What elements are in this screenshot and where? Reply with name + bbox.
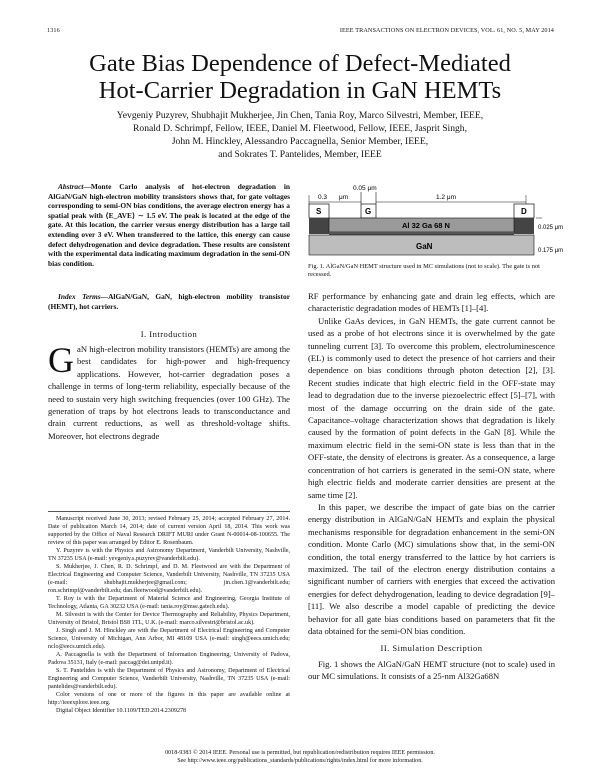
barrier-label: Al 32 Ga 68 N	[402, 221, 450, 230]
copyright-line-1: 0018-9383 © 2014 IEEE. Personal use is permitted, but republication/redistribution requires IEEE permission.	[165, 750, 435, 756]
gd-spacing-label: 1.2 μm	[436, 194, 457, 201]
author-line-2: Ronald D. Schrimpf, Fellow, IEEE, Daniel M. Fleetwood, Fellow, IEEE, Jasprit Singh,	[133, 123, 467, 134]
copyright-footer	[0, 749, 600, 765]
gan-thickness-label: 0.175 μm	[538, 248, 564, 254]
gan-label: GaN	[416, 242, 433, 251]
footnote-divider	[48, 511, 290, 512]
abstract-text: Monte Carlo analysis of hot-electron degradation in AlGaN/GaN high-electron mobility transistors shows that, for gate voltages corresponding to semi-ON bias conditions, the average electron energy has a spatial peak with ⟨E_AVE⟩ ∼ 1.5 eV. The peak is located at the edge of the gate. At this location, the carrier versus energy distribution has a large tail extending over 3 eV. When transferred to the lattice, this energy can cause defect dehydrogenation and device degradation. These results are consistent with the experimental data indicating maximum degradation in the semi-ON bias condition.	[48, 182, 290, 268]
footnote: M. Silvestri is with the Center for Device Thermography and Reliability, Physics Department, University of Bristol, Bristol BS8 1TL, U.K. (e-mail: marco.silvestri@bristol.ac.uk).	[48, 612, 290, 626]
footnote: J. Singh and J. M. Hinckley are with the Department of Electrical Engineering and Computer Science, University of Michigan, Ann Arbor, MI 48109 USA (e-mail: singh@eecs.umich.edu; nclo@eecs.umich.edu).	[48, 628, 290, 650]
paragraph: Unlike GaAs devices, in GaN HEMTs, the gate current cannot be used as a probe of hot electrons since it is overwhelmed by the gate tunneling current [3]. To overcome this problem, electroluminescence (EL) is commonly used to detect the presence of hot carriers and their dependence on bias conditions through photon detection [2], [3]. Recent studies indicate that high electric field in the OFF-state may lead to degradation due to the inverse piezoelectric effect [5]–[7], with most of the damage occurring on the drain side of the gate. Capacitance–voltage characterization shows that degradation is likely caused by the formation of point defects in the GaN [8]. While the maximum electric field in the semi-ON state is less than that in the OFF-state, the density of electrons is greater. As a consequence, a large concentration of hot carriers is generated in the semi-ON state, where high electric fields and moderate carrier densities are present at the same time [2].	[308, 315, 555, 500]
section-2-heading: II. Simulation Description	[380, 643, 483, 654]
footnote: S. Mukherjee, J. Chen, R. D. Schrimpf, and D. M. Fleetwood are with the Department of Electrical Engineering and Computer Science, Vanderbilt University, Nashville, TN 37235 USA (e-mail: shubhajit.mukherjee@gmail.com; jin.chen.1@vanderbilt.edu; ron.schrimpf@vanderbilt.edu; dan.fleetwood@vanderbilt.edu).	[48, 564, 290, 594]
barrier-thickness-label: 0.025 μm	[538, 225, 564, 231]
figure-1-hemt-diagram	[306, 182, 564, 262]
journal-header: IEEE TRANSACTIONS ON ELECTRON DEVICES, VOL. 61, NO. 5, MAY 2014	[339, 27, 554, 34]
gate-label: G	[365, 207, 372, 216]
intro-paragraph	[48, 340, 290, 442]
paper-title	[0, 50, 600, 104]
footnotes	[48, 515, 290, 715]
figure-1-caption: Fig. 1. AlGaN/GaN HEMT structure used in MC simulations (not to scale). The gate is not recessed.	[308, 263, 540, 279]
footnote: Color versions of one or more of the figures in this paper are available online at http://ieeexplore.ieee.org.	[48, 692, 290, 706]
section-1-heading: I. Introduction	[140, 329, 198, 339]
intro-text: aN high-electron mobility transistors (HEMTs) are among the best candidates for high-power and high-frequency applications. However, hot-carrier degradation poses a challenge in terms of long-term reliability, especially because of the need to sustain very high switching frequencies (over 100 GHz). The generation of traps by hot electrons leads to transconductance and drain current reductions, as well as threshold-voltage shifts. Moreover, hot electrons degrade	[48, 344, 290, 441]
footnote: A. Paccagnella is with the Department of Information Engineering, University of Padova, Padova 35131, Italy (e-mail: paccag@dei.unipd.it).	[48, 652, 290, 666]
abstract	[48, 182, 290, 268]
author-line-3: John M. Hinckley, Alessandro Paccagnella, Senior Member, IEEE,	[171, 136, 429, 147]
title-line-1: Gate Bias Dependence of Defect-Mediated	[89, 50, 511, 77]
author-list	[60, 109, 540, 161]
paragraph: In this paper, we describe the impact of gate bias on the carrier energy distribution in AlGaN/GaN HEMTs and explain the physical mechanisms responsible for degradation enhancement in the semi-ON condition. Monte Carlo (MC) simulations show that, in the semi-ON condition, the total energy transferred to the lattice by hot carriers is maximized. The tail of the electron energy distribution contains a significant number of carriers with energies that exceed the activation energies for defect dehydrogenation, leading to device degradation [9]–[11]. We also describe a model capable of predicting the device behavior for all gate bias conditions based on parameters that fit the data obtained for the semi-ON bias condition.	[308, 501, 555, 636]
footnote: Manuscript received June 30, 2013; revised February 25, 2014; accepted February 27, 2014. Date of publication March 14, 2014; date of current version April 18, 2014. This work was supported by the Office of Naval Research DRIFT MURI under Grant N-00014-08-100655. The review of this paper was arranged by Editor E. Rosenbaum.	[48, 516, 290, 546]
sg-spacing-unit: μm	[339, 194, 349, 201]
page-number: 1316	[47, 27, 60, 34]
2deg-layer	[329, 232, 514, 235]
author-line-1: Yevgeniy Puzyrev, Shubhajit Mukherjee, Jin Chen, Tania Roy, Marco Silvestri, Member, IEEE,	[116, 110, 484, 121]
footnote: T. Roy is with the Department of Material Science and Engineering, Georgia Institute of Technology, Atlanta, GA 30232 USA (e-mail: tania.roy@mse.gatech.edu).	[48, 596, 290, 610]
paragraph: RF performance by enhancing gate and drain leg effects, which are characteristic degradation modes of HEMTs [1]–[4].	[308, 291, 555, 314]
index-terms-text: AlGaN/GaN, GaN, high-electron mobility transistor (HEMT), hot carriers.	[48, 292, 290, 311]
copyright-line-2: See http://www.ieee.org/publications_standards/publications/rights/index.html for more information.	[177, 758, 423, 764]
index-terms	[48, 292, 290, 311]
title-line-2: Hot-Carrier Degradation in GaN HEMTs	[98, 77, 502, 104]
gate-length-label: 0.05 μm	[353, 185, 377, 192]
footnote: Y. Puzyrev is with the Physics and Astronomy Department, Vanderbilt University, Nashville, TN 37235 USA (e-mail: yevgeniy.s.puzyrev@vanderbilt.edu).	[48, 548, 290, 562]
author-line-4: and Sokrates T. Pantelides, Member, IEEE	[218, 149, 382, 160]
drop-cap: G	[48, 340, 74, 380]
index-terms-label: Index Terms—	[58, 292, 109, 301]
drain-implant	[514, 218, 534, 234]
sg-spacing-value: 0.3	[318, 194, 328, 201]
abstract-label: Abstract—	[58, 182, 91, 191]
source-label: S	[316, 207, 322, 216]
source-implant	[309, 218, 329, 234]
footnote: S. T. Pantelides is with the Department of Physics and Astronomy, Department of Electrical Engineering and Computer Science, Vanderbilt University, Nashville, TN 37235 USA (e-mail: pantelides@vanderbilt.edu).	[48, 668, 290, 690]
paragraph: Fig. 1 shows the AlGaN/GaN HEMT structure (not to scale) used in our MC simulations. It consists of a 25-nm Al32Ga68N	[308, 658, 555, 682]
drain-label: D	[521, 207, 527, 216]
footnote: Digital Object Identifier 10.1109/TED.2014.2309278	[56, 708, 187, 714]
right-column	[308, 290, 555, 683]
